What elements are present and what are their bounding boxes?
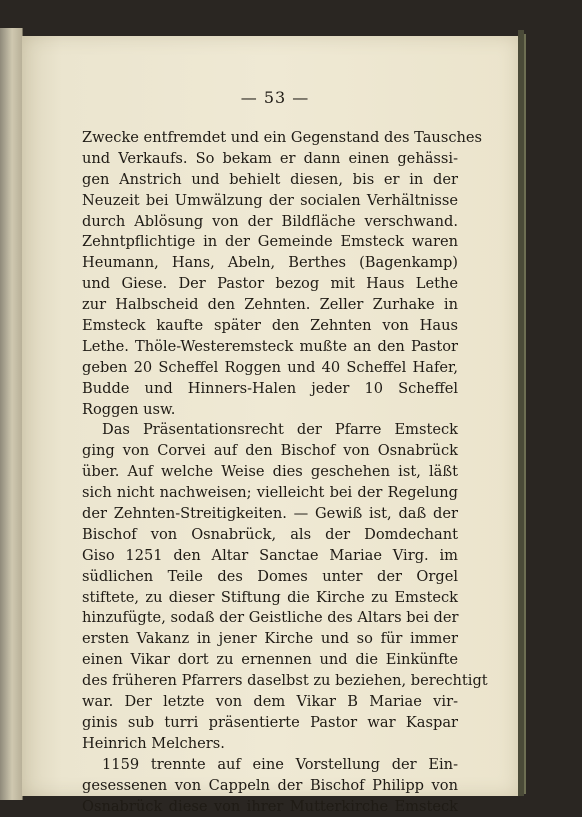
body-text xyxy=(82,128,458,817)
book-spine-edge xyxy=(0,28,23,800)
text-line: Heinrich Melchers. xyxy=(82,734,458,755)
text-line: Emsteck kaufte später den Zehnten von Haus xyxy=(82,316,458,337)
text-line: Neuzeit bei Umwälzung der socialen Verhältnisse xyxy=(82,191,458,212)
text-line: Das Präsentationsrecht der Pfarre Emsteck xyxy=(82,420,458,441)
text-line: zur Halbscheid den Zehnten. Zeller Zurhake in xyxy=(82,295,458,316)
text-line: stiftete, zu dieser Stiftung die Kirche zu Emsteck xyxy=(82,588,458,609)
text-line: Zwecke entfremdet und ein Gegenstand des Tausches xyxy=(82,128,458,149)
text-line: durch Ablösung von der Bildfläche verschwand. xyxy=(82,212,458,233)
text-line: gen Anstrich und behielt diesen, bis er in der xyxy=(82,170,458,191)
text-line: Lethe. Thöle-Westeremsteck mußte an den Pastor xyxy=(82,337,458,358)
text-line: und Verkaufs. So bekam er dann einen gehässi- xyxy=(82,149,458,170)
text-line: gesessenen von Cappeln der Bischof Philipp von xyxy=(82,776,458,797)
text-line: sich nicht nachweisen; vielleicht bei der Regelung xyxy=(82,483,458,504)
text-line: südlichen Teile des Domes unter der Orgel xyxy=(82,567,458,588)
text-line: der Zehnten-Streitigkeiten. — Gewiß ist, daß der xyxy=(82,504,458,525)
page-number: — 53 — xyxy=(60,88,490,112)
text-line: war. Der letzte von dem Vikar B Mariae vir- xyxy=(82,692,458,713)
text-line: 1159 trennte auf eine Vorstellung der Ein- xyxy=(82,755,458,776)
text-line: Zehntpflichtige in der Gemeinde Emsteck waren xyxy=(82,232,458,253)
text-line: ginis sub turri präsentierte Pastor war Kaspar xyxy=(82,713,458,734)
text-line: hinzufügte, sodaß der Geistliche des Altars bei der xyxy=(82,608,458,629)
text-line: Bischof von Osnabrück, als der Domdechant xyxy=(82,525,458,546)
text-line: und Giese. Der Pastor bezog mit Haus Lethe xyxy=(82,274,458,295)
text-line: ging von Corvei auf den Bischof von Osnabrück xyxy=(82,441,458,462)
book-cover-edge-highlight xyxy=(524,34,526,794)
text-line: geben 20 Scheffel Roggen und 40 Scheffel Hafer, xyxy=(82,358,458,379)
text-line: einen Vikar dort zu ernennen und die Einkünfte xyxy=(82,650,458,671)
text-line: des früheren Pfarrers daselbst zu beziehen, berechtigt xyxy=(82,671,458,692)
text-line: Heumann, Hans, Abeln, Berthes (Bagenkamp) xyxy=(82,253,458,274)
text-line: Giso 1251 den Altar Sanctae Mariae Virg. im xyxy=(82,546,458,567)
text-line: über. Auf welche Weise dies geschehen ist, läßt xyxy=(82,462,458,483)
text-line: Budde und Hinners-Halen jeder 10 Scheffel xyxy=(82,379,458,400)
text-line: Roggen usw. xyxy=(82,400,458,421)
text-line: ersten Vakanz in jener Kirche und so für immer xyxy=(82,629,458,650)
text-line: Osnabrück diese von ihrer Mutterkirche Emsteck xyxy=(82,797,458,817)
